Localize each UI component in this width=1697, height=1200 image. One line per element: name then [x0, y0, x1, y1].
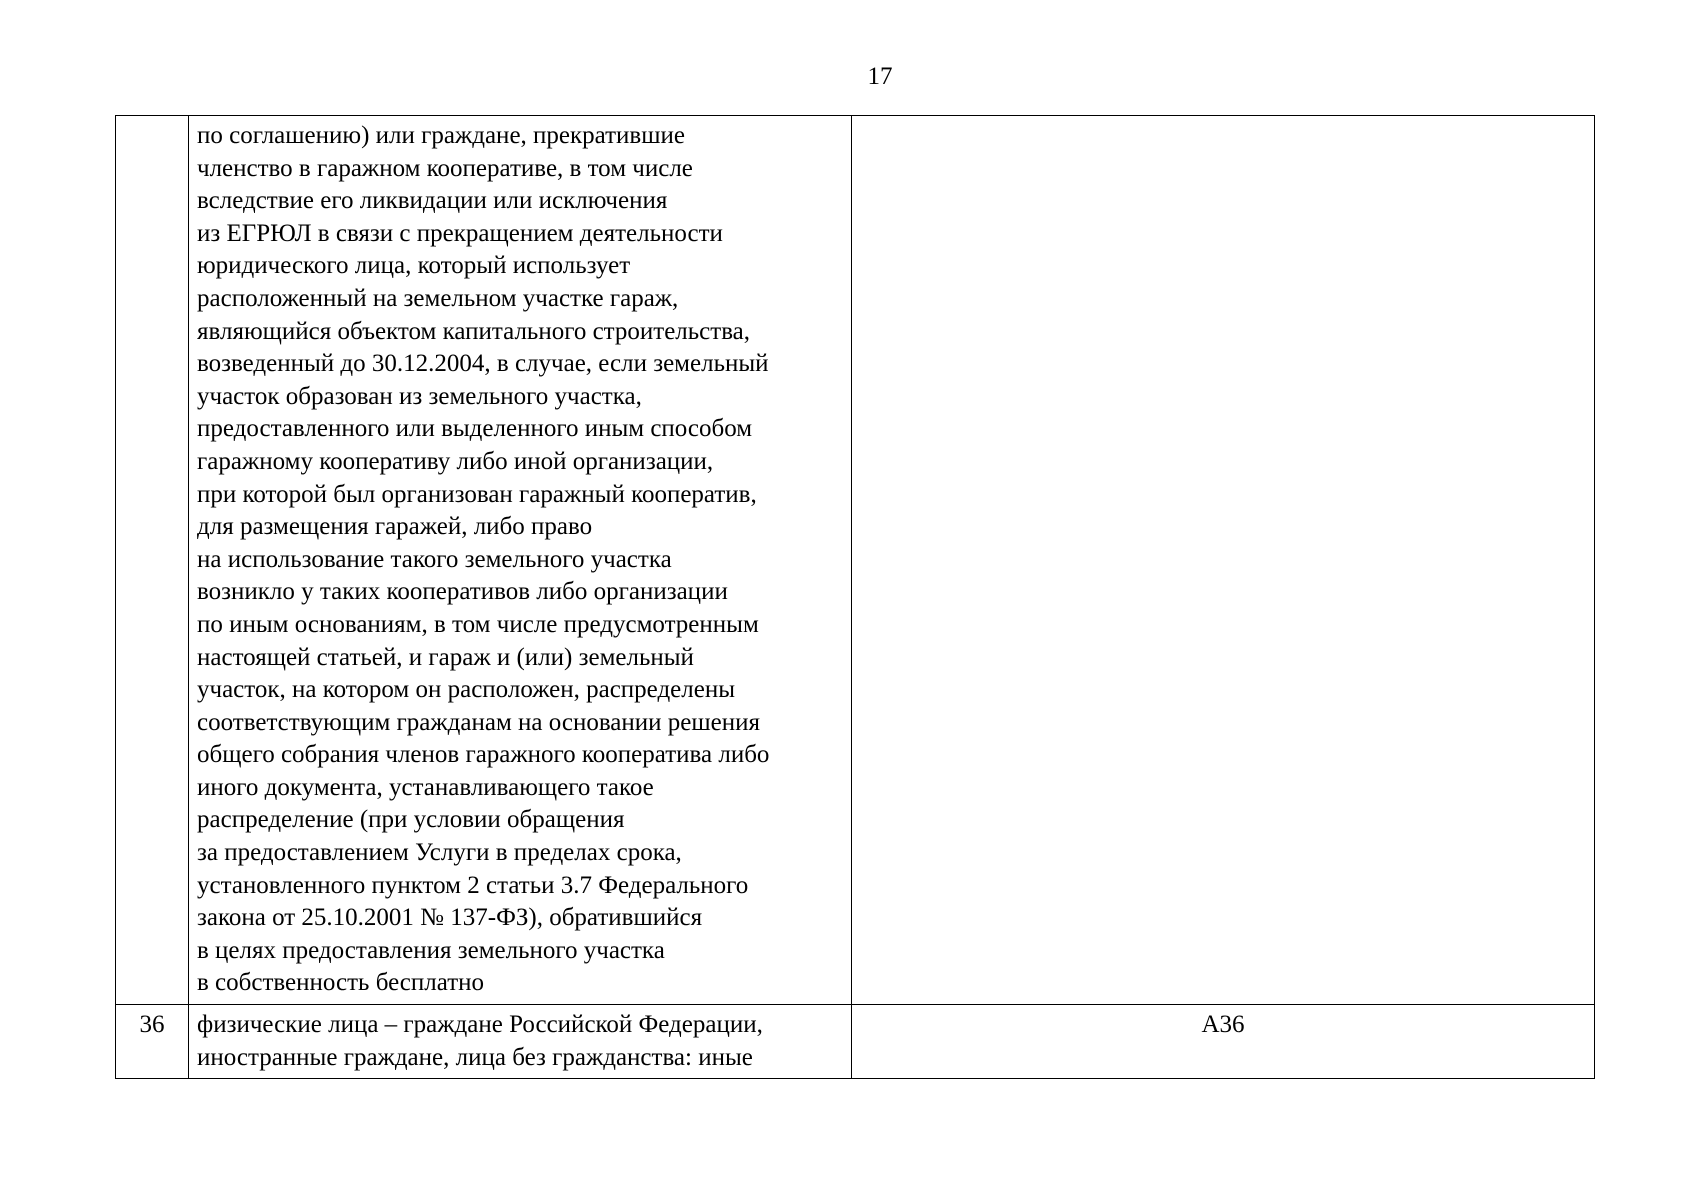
description-line: участок, на котором он расположен, распределены — [197, 676, 736, 704]
table-row — [116, 116, 1595, 1005]
description-line: гаражному кооперативу либо иной организации, — [197, 447, 714, 475]
description-line: участок образован из земельного участка, — [197, 382, 642, 410]
description-line: являющийся объектом капитального строительства, — [197, 317, 751, 345]
description-line: возникло у таких кооперативов либо организации — [197, 578, 728, 606]
description-line: иного документа, устанавливающего такое — [197, 773, 654, 801]
description-line: при которой был организован гаражный кооператив, — [197, 480, 757, 508]
description-line: для размещения гаражей, либо право — [197, 513, 593, 541]
description-line: за предоставлением Услуги в пределах срока, — [197, 839, 682, 867]
row-number: 36 — [116, 1005, 189, 1079]
page-number: 17 — [867, 63, 893, 90]
description-line: предоставленного или выделенного иным способом — [197, 415, 753, 443]
description-line: в целях предоставления земельного участка — [197, 936, 665, 964]
description-line: в собственность бесплатно — [197, 969, 485, 997]
description-line: распределение (при условии обращения — [197, 806, 625, 834]
row-code: А36 — [852, 1005, 1595, 1079]
description-line: расположенный на земельном участке гараж, — [197, 284, 679, 312]
description-line: установленного пунктом 2 статьи 3.7 Федерального — [197, 871, 749, 899]
table-row — [116, 1005, 1595, 1079]
description-line: вследствие его ликвидации или исключения — [197, 187, 668, 215]
description-line: по соглашению) или граждане, прекратившие — [197, 122, 685, 149]
description-line: из ЕГРЮЛ в связи с прекращением деятельности — [197, 219, 723, 247]
description-line: возведенный до 30.12.2004, в случае, если земельный — [197, 350, 769, 378]
description-line: членство в гаражном кооперативе, в том числе — [197, 154, 693, 182]
description-line: по иным основаниям, в том числе предусмотренным — [197, 610, 759, 638]
description-line: на использование такого земельного участка — [197, 545, 672, 573]
description-line: закона от 25.10.2001 № 137-ФЗ), обратившийся — [197, 904, 703, 932]
applicant-categories-table — [115, 115, 1595, 1079]
row-description — [189, 116, 852, 1005]
description-line: физические лица – граждане Российской Федерации, — [197, 1011, 763, 1039]
description-line: иностранные граждане, лица без гражданства: иные — [197, 1043, 753, 1071]
row-description — [189, 1005, 852, 1079]
row-code — [852, 116, 1595, 1005]
description-line: общего собрания членов гаражного кооператива либо — [197, 741, 770, 769]
description-line: соответствующим гражданам на основании решения — [197, 708, 760, 736]
description-line: юридического лица, который использует — [197, 252, 631, 280]
description-line: настоящей статьей, и гараж и (или) земельный — [197, 643, 694, 671]
row-number — [116, 116, 189, 1005]
